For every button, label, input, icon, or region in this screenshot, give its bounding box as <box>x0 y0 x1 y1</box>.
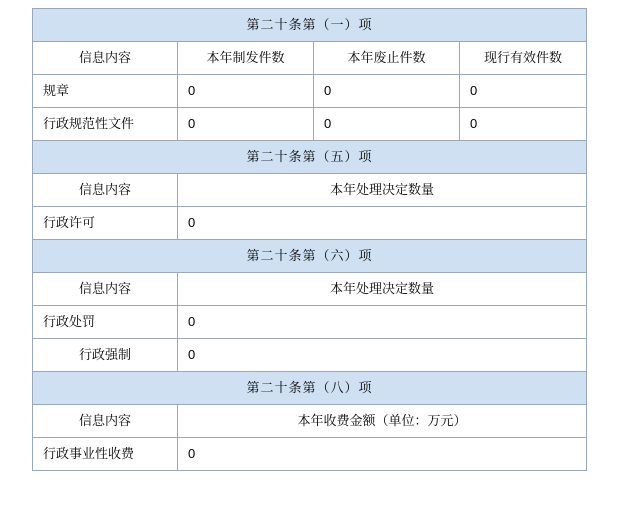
row-value: 0 <box>178 339 587 372</box>
row-label: 行政规范性文件 <box>33 108 178 141</box>
row-value: 0 <box>178 438 587 471</box>
row-value: 0 <box>178 75 314 108</box>
section-title: 第二十条第（八）项 <box>33 372 587 405</box>
column-header: 本年处理决定数量 <box>178 273 587 306</box>
row-value: 0 <box>460 108 587 141</box>
column-header-row <box>33 42 587 75</box>
row-value: 0 <box>314 75 460 108</box>
column-header-row <box>33 405 587 438</box>
annual-report-table <box>32 8 587 471</box>
table-row <box>33 306 587 339</box>
column-header: 本年处理决定数量 <box>178 174 587 207</box>
document-page <box>0 8 618 526</box>
section-header-row <box>33 9 587 42</box>
column-header: 本年废止件数 <box>314 42 460 75</box>
row-label: 规章 <box>33 75 178 108</box>
table-row <box>33 108 587 141</box>
column-header: 现行有效件数 <box>460 42 587 75</box>
column-header: 信息内容 <box>33 405 178 438</box>
row-label: 行政事业性收费 <box>33 438 178 471</box>
row-value: 0 <box>178 207 587 240</box>
column-header: 本年收费金额（单位：万元） <box>178 405 587 438</box>
row-label: 行政强制 <box>33 339 178 372</box>
row-value: 0 <box>460 75 587 108</box>
section-title: 第二十条第（六）项 <box>33 240 587 273</box>
row-value: 0 <box>178 306 587 339</box>
table-row <box>33 207 587 240</box>
table-row <box>33 75 587 108</box>
section-title: 第二十条第（五）项 <box>33 141 587 174</box>
section-header-row <box>33 141 587 174</box>
column-header-row <box>33 273 587 306</box>
table-row <box>33 339 587 372</box>
section-title: 第二十条第（一）项 <box>33 9 587 42</box>
column-header-row <box>33 174 587 207</box>
column-header: 信息内容 <box>33 174 178 207</box>
row-label: 行政处罚 <box>33 306 178 339</box>
column-header: 信息内容 <box>33 273 178 306</box>
table-row <box>33 438 587 471</box>
row-value: 0 <box>314 108 460 141</box>
row-value: 0 <box>178 108 314 141</box>
row-label: 行政许可 <box>33 207 178 240</box>
column-header: 信息内容 <box>33 42 178 75</box>
column-header: 本年制发件数 <box>178 42 314 75</box>
section-header-row <box>33 240 587 273</box>
section-header-row <box>33 372 587 405</box>
